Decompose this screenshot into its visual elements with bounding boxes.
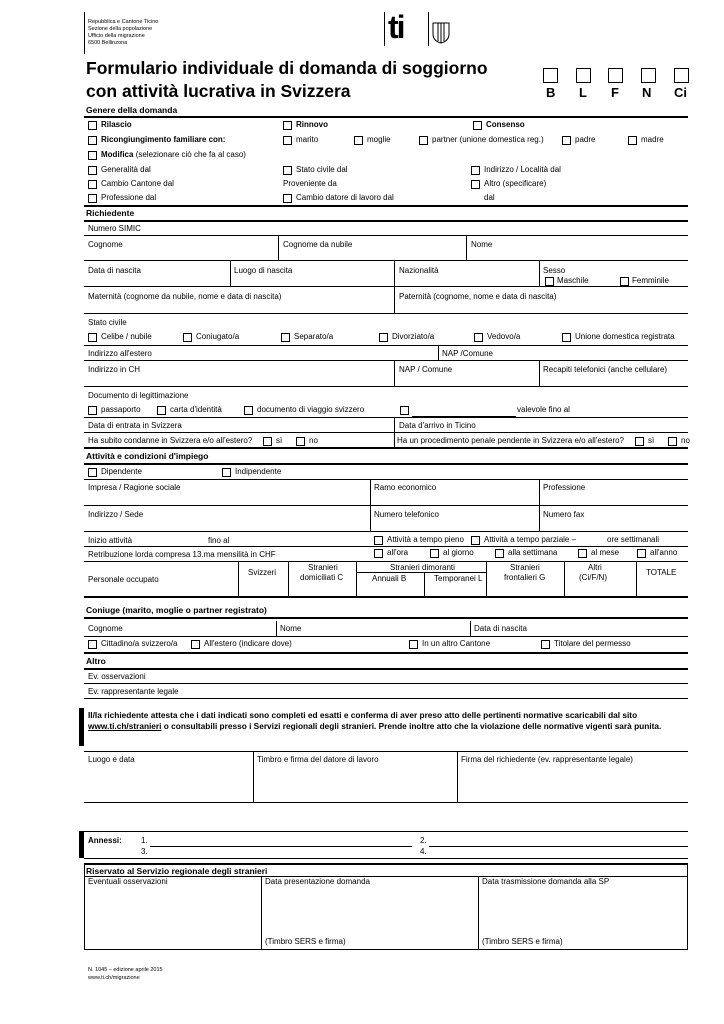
section-rule [84,205,688,207]
altri-label-1: Altri [588,563,602,572]
cell-divider [424,572,425,596]
data-nascita-label: Data di nascita [88,266,141,275]
allanno-checkbox[interactable] [637,549,646,558]
cell-divider [486,561,487,596]
maschile-label: Maschile [557,276,589,285]
condanne-label: Ha subito condanne in Svizzera e/o all'estero? [88,436,253,445]
ticino-logo [384,9,454,46]
procedimento-si-checkbox[interactable] [635,437,644,446]
femminile-checkbox[interactable] [620,277,629,286]
documento-altro-checkbox[interactable] [400,406,409,415]
row-rule [84,546,688,547]
procedimento-si-label: sì [648,436,655,445]
procedimento-label: Ha un procedimento penale pendente in Svizzera e/o all'estero? [397,436,625,445]
ticino-shield-icon [432,22,450,44]
altro-specificare-checkbox[interactable] [471,180,480,189]
femminile-label: Femminile [632,276,669,285]
indirizzo-ch-label: Indirizzo in CH [88,365,141,374]
indirizzo-dal-label: Indirizzo / Località dal [484,165,561,174]
inizio-label: Inizio attività [88,536,133,545]
vedovo-label: Vedovo/a [487,332,521,341]
altro-specificare-label: Altro (specificare) [484,179,547,188]
rilascio-label: Rilascio [101,120,132,129]
row-rule [84,858,688,859]
row-rule [84,531,688,532]
cell-divider [394,286,395,313]
permit-l-label: L [579,85,587,100]
titolare-label: Titolare del permesso [554,639,631,648]
cambio-datore-checkbox[interactable] [283,194,292,203]
permit-l-checkbox[interactable] [576,68,591,83]
condanne-si-label: sì [276,436,283,445]
temporanei-label: Temporanei L [434,574,483,583]
cell-divider [636,561,637,596]
passaporto-label: passaporto [101,405,141,414]
stato-civile-label: Stato civile [88,318,127,327]
modifica-note: (selezionare ciò che fa al caso) [135,150,246,159]
allora-label: all'ora [387,548,409,557]
allanno-label: all'anno [650,548,678,557]
row-rule [84,286,688,287]
moglie-checkbox[interactable] [354,136,363,145]
row-rule [84,417,688,418]
separato-checkbox[interactable] [281,333,290,342]
annesso-2-line [429,846,688,847]
row-rule [84,636,688,637]
carta-identita-label: carta d'identità [170,405,222,414]
stranieri-dom-label-2: domiciliati C [300,573,344,582]
dal-label: dal [484,193,495,202]
row-rule [84,313,688,314]
consenso-label: Consenso [486,120,525,129]
row-rule [84,561,688,562]
attestazione-text [88,710,688,732]
office-line-3: Ufficio della migrazione [88,33,145,39]
cell-divider [276,621,277,636]
separato-label: Separato/a [294,332,334,341]
valevole-label: valevole fino al [517,405,570,414]
cambio-cantone-checkbox[interactable] [88,180,97,189]
indirizzo-dal-checkbox[interactable] [471,166,480,175]
modifica-label [101,150,246,160]
osservazioni-label: Ev. osservazioni [88,672,146,681]
al-mese-label: al mese [591,548,620,557]
form-title-line-2: con attività lucrativa in Svizzera [86,81,351,101]
cell-divider [466,235,467,260]
attestazione-text-1: Il/la richiedente attesta che i dati indicati sono completi ed esatti e conferma di aver preso atto delle pertinenti normative scaricabili dal sito [88,710,638,720]
annessi-label: Annessi: [88,836,122,845]
partner-label: partner (unione domestica reg.) [432,135,544,144]
altro-cantone-label: In un altro Cantone [422,639,491,648]
altro-cantone-checkbox[interactable] [409,640,418,649]
office-line-4: 6500 Bellinzona [88,40,128,46]
section-attivita-heading: Attività e condizioni d'impiego [86,451,209,461]
subheader-rule [356,572,486,573]
cell-divider [457,751,458,802]
stranieri-link[interactable]: www.ti.ch/stranieri [88,721,162,731]
personale-label: Personale occupato [88,575,159,584]
telefono-label: Numero telefonico [374,510,439,519]
cittadino-checkbox[interactable] [88,640,97,649]
coniugato-checkbox[interactable] [183,333,192,342]
row-rule [84,505,688,506]
ticino-logo-text: ti [388,9,404,45]
passaporto-checkbox[interactable] [88,406,97,415]
procedimento-no-checkbox[interactable] [668,437,677,446]
coniuge-cognome-label: Cognome [88,624,123,633]
annesso-3-label: 3. [141,847,148,856]
footer-url: www.ti.ch/migrazione [88,975,140,981]
data-arrivo-label: Data d'arrivo in Ticino [399,421,476,430]
padre-checkbox[interactable] [562,136,571,145]
luogo-nascita-label: Luogo di nascita [234,266,293,275]
row-rule [84,831,688,832]
attestazione-bar [79,708,84,746]
attestazione-text-2: o consultabili presso i Servizi regionali degli stranieri. Prende inoltre atto che la violazione delle normative vigenti sarà punita. [161,721,662,731]
divorziato-checkbox[interactable] [379,333,388,342]
madre-checkbox[interactable] [628,136,637,145]
al-giorno-label: al giorno [443,548,474,557]
cambio-datore-label: Cambio datore di lavoro dal [296,193,394,202]
stato-civile-dal-label: Stato civile dal [296,165,348,174]
cell-divider [438,345,439,360]
section-rule [84,116,688,118]
professione-dal-checkbox[interactable] [88,194,97,203]
permit-n-checkbox[interactable] [641,68,656,83]
section-altro-heading: Altro [86,656,106,666]
indirizzo-estero-label: Indirizzo all'estero [88,349,152,358]
coniugato-label: Coniugato/a [196,332,240,341]
condanne-no-label: no [309,436,318,445]
section-rule [84,463,688,465]
section-rule [84,668,688,670]
section-richiedente-heading: Richiedente [86,208,135,218]
row-rule [84,235,688,236]
eventuali-osservazioni-label: Eventuali osservazioni [88,877,168,886]
permit-b-checkbox[interactable] [543,68,558,83]
permit-ci-label: Ci [674,85,687,100]
luogo-data-label: Luogo e data [88,755,135,764]
indirizzo-sede-label: Indirizzo / Sede [88,510,144,519]
office-line-2: Sezione della popolazione [88,26,153,32]
paternita-label: Paternità (cognome, nome e data di nascita) [399,292,557,301]
nap-comune-label: NAP /Comune [442,349,493,358]
data-presentazione-label: Data presentazione domanda [265,877,370,886]
timbro-sers-1-label: (Timbro SERS e firma) [265,937,346,946]
firma-richiedente-label: Firma del richiedente (ev. rappresentante legale) [461,755,633,764]
al-mese-checkbox[interactable] [578,549,587,558]
nome-label: Nome [471,240,493,249]
tempo-pieno-checkbox[interactable] [374,536,383,545]
stranieri-dimoranti-label: Stranieri dimoranti [390,563,455,572]
tempo-parziale-label: Attività a tempo parziale – [484,535,577,544]
row-rule [84,260,688,261]
cell-divider [539,260,540,286]
data-trasmissione-label: Data trasmissione domanda alla SP [482,877,610,886]
section-rule [84,447,688,449]
divorziato-label: Divorziato/a [392,332,435,341]
maternita-label: Maternità (cognome da nubile, nome e data di nascita) [88,292,282,301]
section-rule [84,652,688,654]
frontalieri-label-1: Stranieri [510,563,540,572]
cognome-nubile-label: Cognome da nubile [283,240,353,249]
madre-label: madre [641,135,664,144]
fino-al-label: fino al [208,536,230,545]
professione-dal-label: Professione dal [101,193,157,202]
permit-n-label: N [642,85,652,100]
cell-divider [356,561,357,596]
row-rule [84,386,688,387]
documento-viaggio-checkbox[interactable] [244,406,253,415]
fax-label: Numero fax [543,510,585,519]
stranieri-dom-label-1: Stranieri [308,563,338,572]
row-rule [84,683,688,684]
ore-settimanali-label: ore settimanali [607,535,660,544]
dipendente-label: Dipendente [101,467,142,476]
coniuge-data-nascita-label: Data di nascita [474,624,527,633]
row-rule [84,360,688,361]
annesso-4-label: 4. [420,847,427,856]
ricongiungimento-label: Ricongiungimento familiare con: [101,135,226,144]
office-line-1: Repubblica e Cantone Ticino [88,19,159,25]
generalita-checkbox[interactable] [88,166,97,175]
padre-label: padre [575,135,596,144]
permit-f-label: F [611,85,619,100]
annuali-label: Annuali B [372,574,407,583]
section-coniuge-heading: Coniuge (marito, moglie o partner registrato) [86,605,267,615]
cambio-cantone-label: Cambio Cantone dal [101,179,174,188]
timbro-sers-2-label: (Timbro SERS e firma) [482,937,563,946]
section-rule [84,617,688,619]
numero-simic-label: Numero SIMIC [88,224,141,233]
al-giorno-checkbox[interactable] [430,549,439,558]
permit-b-label: B [546,85,556,100]
section-rule [84,596,688,598]
titolare-checkbox[interactable] [541,640,550,649]
partner-checkbox[interactable] [419,136,428,145]
nazionalita-label: Nazionalità [399,266,439,275]
estero-checkbox[interactable] [191,640,200,649]
section-riservato-heading: Riservato al Servizio regionale degli stranieri [86,866,268,876]
indipendente-checkbox[interactable] [222,468,231,477]
modifica-label-bold: Modifica [101,150,134,159]
row-rule [84,698,688,699]
data-entrata-label: Data di entrata in Svizzera [88,421,182,430]
form-title-line-1: Formulario individuale di domanda di soggiorno [86,58,488,78]
procedimento-no-label: no [681,436,690,445]
nap-comune-2-label: NAP / Comune [399,365,453,374]
tempo-parziale-checkbox[interactable] [471,536,480,545]
celibe-checkbox[interactable] [88,333,97,342]
cognome-label: Cognome [88,240,123,249]
row-rule [84,802,688,803]
tempo-pieno-label: Attività a tempo pieno [387,535,464,544]
cell-divider [478,876,479,950]
cell-divider [539,360,540,386]
documento-label: Documento di legittimazione [88,391,189,400]
rinnovo-checkbox[interactable] [283,121,292,130]
annesso-1-label: 1. [141,836,148,845]
rilascio-checkbox[interactable] [88,121,97,130]
svizzeri-label: Svizzeri [248,568,277,577]
modifica-checkbox[interactable] [88,151,97,160]
dipendente-checkbox[interactable] [88,468,97,477]
ramo-label: Ramo economico [374,483,437,492]
footer-edition: N. 1045 – edizione aprile 2015 [88,967,163,973]
cell-divider [230,260,231,286]
row-rule [84,479,688,480]
unione-checkbox[interactable] [562,333,571,342]
maschile-checkbox[interactable] [545,277,554,286]
cell-divider [261,876,262,950]
sesso-label: Sesso [543,266,566,275]
rinnovo-label: Rinnovo [296,120,328,129]
celibe-label: Celibe / nubile [101,332,152,341]
cittadino-label: Cittadino/a svizzero/a [101,639,178,648]
cell-divider [253,751,254,802]
allora-checkbox[interactable] [374,549,383,558]
retribuzione-label: Retribuzione lorda compresa 13.ma mensilità in CHF [88,550,276,559]
alla-settimana-checkbox[interactable] [495,549,504,558]
cell-divider [238,561,239,596]
vedovo-checkbox[interactable] [474,333,483,342]
annessi-bar [79,831,84,858]
cell-divider [278,235,279,260]
moglie-label: moglie [367,135,391,144]
row-rule [84,751,688,752]
generalita-label: Generalità dal [101,165,151,174]
row-rule [84,345,688,346]
cell-divider [470,621,471,636]
cell-divider [394,260,395,286]
impresa-label: Impresa / Ragione sociale [88,483,181,492]
indipendente-label: Indipendente [235,467,282,476]
timbro-datore-label: Timbro e firma del datore di lavoro [257,755,379,764]
annesso-2-label: 2. [420,836,427,845]
alla-settimana-label: alla settimana [508,548,558,557]
condanne-no-checkbox[interactable] [296,437,305,446]
section-genere-heading: Genere della domanda [86,105,178,115]
cell-divider [564,561,565,596]
marito-checkbox[interactable] [283,136,292,145]
condanne-si-checkbox[interactable] [263,437,272,446]
cell-divider [394,360,395,386]
unione-label: Unione domestica registrata [575,332,675,341]
proveniente-label: Proveniente da [283,179,337,188]
permit-f-checkbox[interactable] [608,68,623,83]
permit-ci-checkbox[interactable] [674,68,689,83]
cell-divider [288,561,289,596]
professione-label: Professione [543,483,586,492]
frontalieri-label-2: frontalieri G [504,573,546,582]
annesso-1-line [150,846,412,847]
coniuge-nome-label: Nome [280,624,302,633]
consenso-checkbox[interactable] [473,121,482,130]
stato-civile-dal-checkbox[interactable] [283,166,292,175]
totale-label: TOTALE [646,568,677,577]
marito-label: marito [296,135,319,144]
documento-viaggio-label: documento di viaggio svizzero [257,405,365,414]
row-rule [84,432,688,433]
carta-identita-checkbox[interactable] [157,406,166,415]
estero-label: All'estero (indicare dove) [204,639,292,648]
ricongiungimento-checkbox[interactable] [88,136,97,145]
rappresentante-label: Ev. rappresentante legale [88,687,179,696]
recapiti-label: Recapiti telefonici (anche cellulare) [543,365,668,374]
altri-label-2: (Ci/F/N) [579,573,607,582]
section-rule [84,220,688,222]
header-rule [84,12,85,54]
